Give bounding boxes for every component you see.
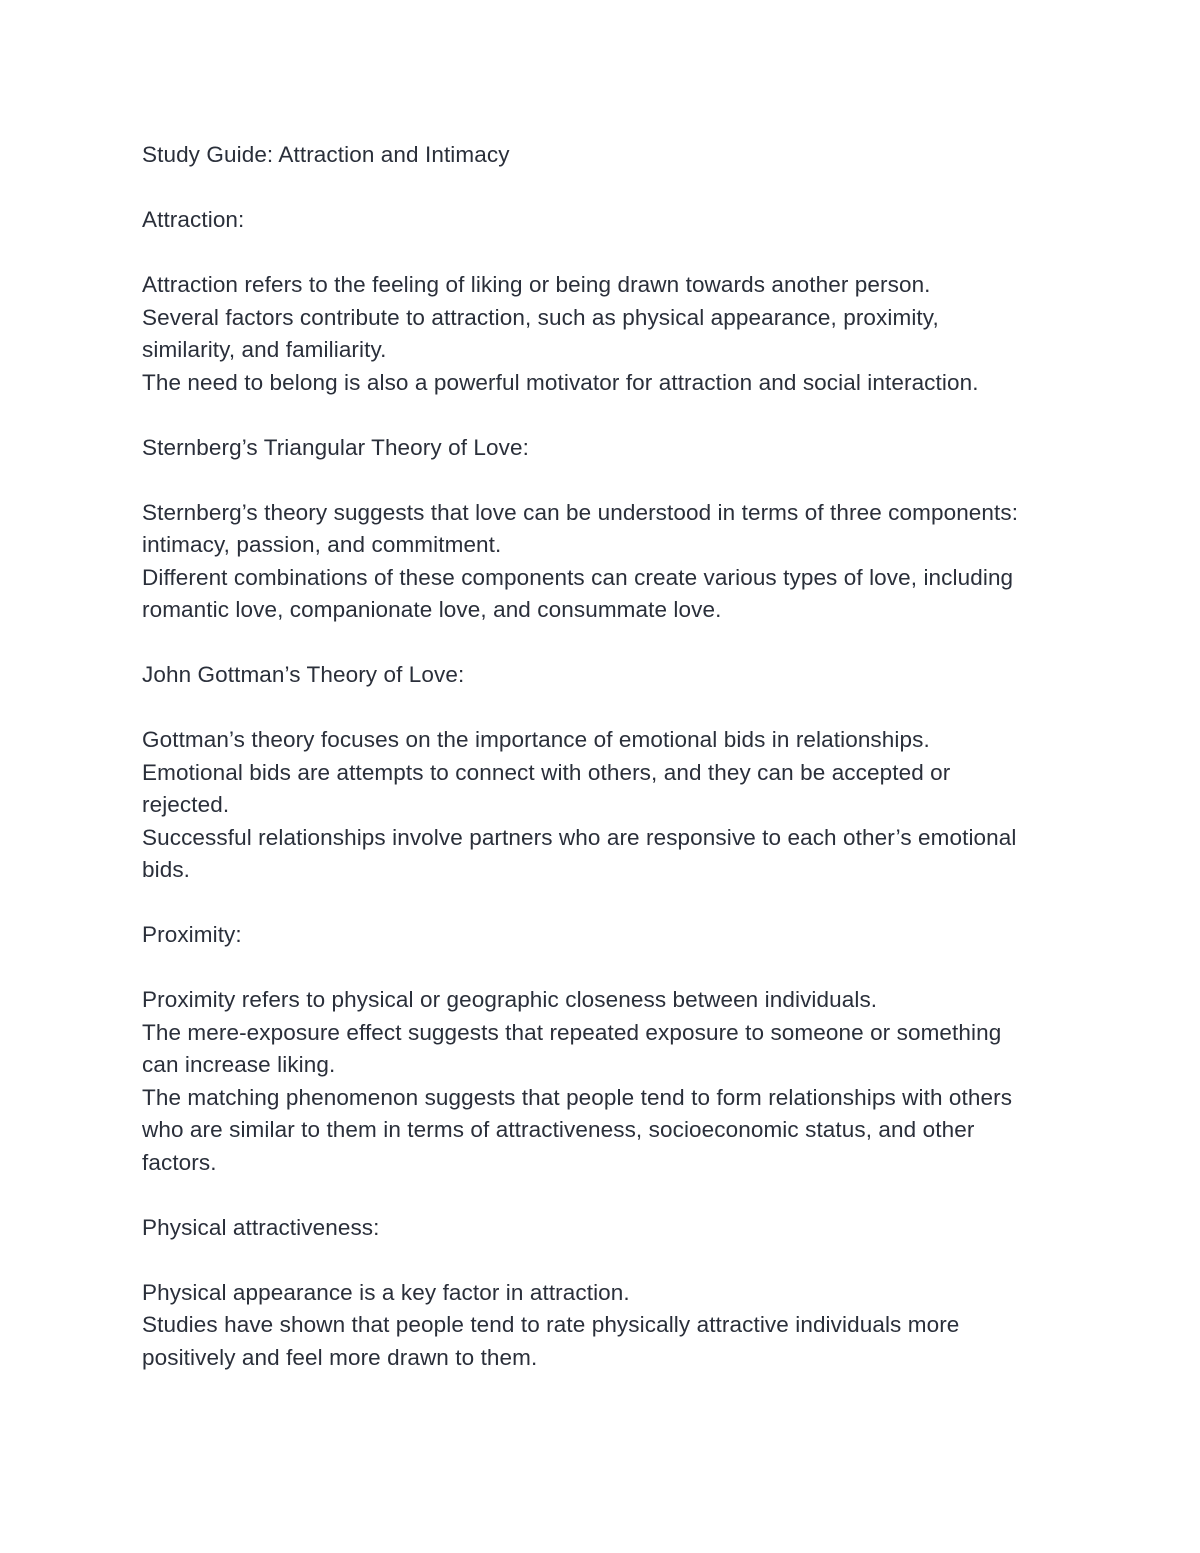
section-heading-gottman: John Gottman’s Theory of Love:	[142, 662, 465, 687]
paragraph-line: Studies have shown that people tend to rate physically attractive individuals more	[142, 1312, 960, 1337]
paragraph-line: Several factors contribute to attraction, such as physical appearance, proximity,	[142, 304, 939, 330]
spacer	[142, 399, 1072, 432]
document-body	[142, 139, 1072, 1374]
spacer	[142, 887, 1072, 920]
paragraph-line: Different combinations of these components can create various types of love, including	[142, 564, 1014, 590]
paragraph-line: Emotional bids are attempts to connect with others, and they can be accepted or	[142, 759, 951, 785]
spacer	[142, 627, 1072, 660]
spacer	[142, 464, 1072, 497]
paragraph-line: can increase liking.	[142, 1052, 336, 1077]
spacer	[142, 1179, 1072, 1212]
paragraph-line: rejected.	[142, 792, 230, 817]
paragraph-line: Attraction refers to the feeling of liking or being drawn towards another person.	[142, 272, 931, 297]
section-heading-proximity: Proximity:	[142, 922, 242, 947]
paragraph-line: Successful relationships involve partners who are responsive to each other’s emotional	[142, 824, 1017, 850]
spacer	[142, 952, 1072, 985]
paragraph-line: Sternberg’s theory suggests that love can be understood in terms of three components:	[142, 499, 1019, 525]
paragraph-line: factors.	[142, 1149, 217, 1175]
paragraph-line: Proximity refers to physical or geographic closeness between individuals.	[142, 987, 878, 1012]
paragraph-line: Gottman’s theory focuses on the importance of emotional bids in relationships.	[142, 727, 930, 752]
spacer	[142, 172, 1072, 205]
paragraph-line: intimacy, passion, and commitment.	[142, 532, 502, 557]
section-heading-physical-attractiveness: Physical attractiveness:	[142, 1214, 380, 1240]
paragraph-line: romantic love, companionate love, and consummate love.	[142, 597, 722, 622]
paragraph-line: positively and feel more drawn to them.	[142, 1344, 538, 1370]
document-title: Study Guide: Attraction and Intimacy	[142, 142, 510, 167]
paragraph-line: who are similar to them in terms of attractiveness, socioeconomic status, and other	[142, 1117, 975, 1142]
paragraph-line: bids.	[142, 857, 191, 882]
paragraph-line: The need to belong is also a powerful motivator for attraction and social interaction.	[142, 369, 979, 395]
spacer	[142, 1244, 1072, 1277]
section-heading-sternberg: Sternberg’s Triangular Theory of Love:	[142, 434, 529, 460]
paragraph-line: The matching phenomenon suggests that people tend to form relationships with others	[142, 1084, 1013, 1110]
paragraph-line: Physical appearance is a key factor in attraction.	[142, 1279, 630, 1305]
paragraph-line: The mere-exposure effect suggests that repeated exposure to someone or something	[142, 1019, 1002, 1045]
section-heading-attraction: Attraction:	[142, 207, 245, 232]
spacer	[142, 237, 1072, 270]
spacer	[142, 692, 1072, 725]
paragraph-line: similarity, and familiarity.	[142, 337, 387, 362]
